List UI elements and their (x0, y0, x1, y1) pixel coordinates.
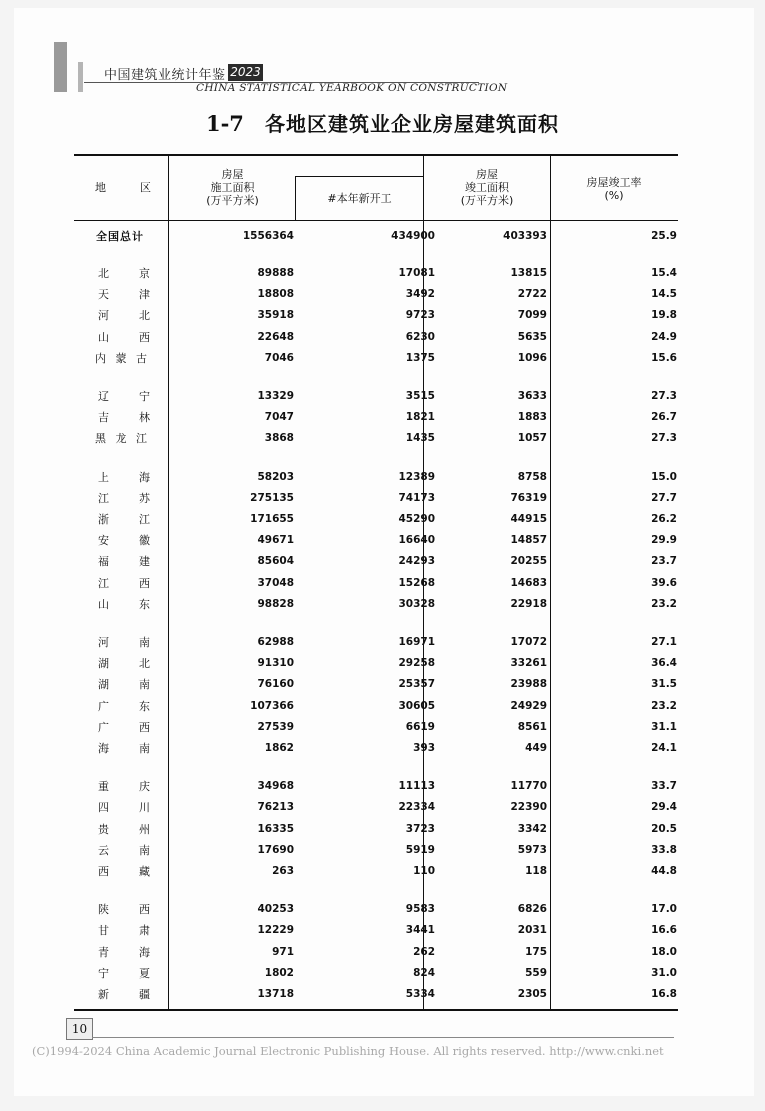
completion-rate-cell: 31.0 (651, 966, 677, 979)
table-row (74, 819, 678, 840)
construction-area-cell: 58203 (257, 470, 294, 483)
new-start-cell: 74173 (398, 491, 435, 504)
new-start-cell: 30605 (398, 699, 435, 712)
new-start-cell: 24293 (398, 555, 435, 568)
construction-area-cell: 1802 (264, 966, 294, 979)
completed-area-cell: 403393 (503, 230, 547, 242)
total-row (74, 226, 678, 247)
table-row (74, 573, 678, 594)
yearbook-title-en: CHINA STATISTICAL YEARBOOK ON CONSTRUCTION (196, 82, 508, 94)
construction-area-cell: 22648 (257, 330, 294, 343)
new-start-cell: 1821 (405, 411, 435, 424)
table-row (74, 488, 678, 509)
construction-area-cell: 7047 (264, 411, 294, 424)
construction-area-cell: 171655 (250, 513, 294, 525)
region-name: 全国总计 (96, 230, 144, 243)
construction-area-cell: 107366 (250, 699, 294, 712)
table-row (74, 984, 678, 1005)
table-row (74, 797, 678, 818)
table-title-text: 各地区建筑业企业房屋建筑面积 (265, 112, 560, 136)
table-row (74, 348, 678, 369)
footer-rule (92, 1037, 674, 1038)
completion-rate-cell: 33.7 (651, 780, 677, 793)
region-name: 河 南 (98, 636, 150, 649)
table-row (74, 776, 678, 797)
copyright-watermark: (C)1994-2024 China Academic Journal Electronic Publishing House. All rights reserved. http://www.cnki.net (32, 1044, 664, 1058)
new-start-cell: 11113 (398, 780, 435, 793)
table-row (74, 305, 678, 326)
new-start-cell: 3723 (405, 822, 435, 835)
new-start-cell: 9723 (405, 309, 435, 322)
table-row (74, 861, 678, 882)
table-header-rule (74, 220, 678, 221)
region-name: 海 南 (98, 742, 150, 755)
table-top-rule (74, 154, 678, 156)
table-row (74, 551, 678, 572)
construction-area-cell: 16335 (257, 822, 294, 835)
table-row (74, 386, 678, 407)
new-start-cell: 262 (413, 945, 435, 958)
completion-rate-cell: 18.0 (651, 945, 677, 958)
table-row (74, 467, 678, 488)
region-name: 江 苏 (98, 491, 150, 505)
construction-area-cell: 13718 (257, 988, 294, 1000)
yearbook-title-cn: 中国建筑业统计年鉴 (104, 68, 226, 83)
completed-area-cell: 1883 (517, 411, 547, 424)
table-row (74, 920, 678, 941)
new-start-cell: 12389 (398, 470, 435, 483)
construction-area-cell: 40253 (257, 903, 294, 916)
region-name: 云 南 (98, 843, 150, 857)
yearbook-year-badge: 2023 (228, 64, 263, 81)
completed-area-cell: 13815 (510, 267, 547, 279)
completed-area-cell: 8561 (517, 720, 547, 733)
new-start-cell: 393 (413, 742, 435, 754)
region-name: 山 西 (98, 330, 150, 344)
region-name: 浙 江 (98, 513, 150, 526)
completion-rate-cell: 29.9 (651, 534, 677, 547)
header-construction-area: 房屋 施工面积 (万平方米) (206, 168, 259, 207)
completed-area-cell: 22390 (510, 801, 547, 814)
construction-area-cell: 49671 (257, 534, 294, 547)
region-name: 山 东 (98, 597, 150, 611)
region-name: 上 海 (98, 470, 150, 484)
new-start-cell: 434900 (391, 230, 435, 242)
completed-area-cell: 2722 (517, 288, 547, 301)
construction-area-cell: 18808 (257, 288, 294, 301)
region-name: 湖 北 (98, 657, 150, 671)
new-start-cell: 30328 (398, 597, 435, 610)
region-name: 贵 州 (98, 822, 150, 836)
new-start-cell: 5334 (405, 988, 435, 1000)
construction-area-cell: 91310 (257, 657, 294, 670)
construction-area-cell: 3868 (264, 432, 294, 445)
region-name: 四 川 (98, 801, 150, 815)
completed-area-cell: 175 (525, 945, 547, 958)
new-start-cell: 22334 (398, 801, 435, 814)
table-bottom-rule (74, 1009, 678, 1011)
completed-area-cell: 22918 (510, 597, 547, 610)
completed-area-cell: 33261 (510, 657, 547, 670)
construction-area-cell: 7046 (264, 351, 294, 364)
new-start-cell: 6230 (405, 330, 435, 343)
region-name: 江 西 (98, 576, 150, 590)
construction-area-cell: 275135 (250, 491, 294, 504)
region-name: 宁 夏 (98, 966, 150, 980)
completion-rate-cell: 27.3 (651, 390, 677, 402)
region-name: 辽 宁 (98, 390, 150, 403)
table-row (74, 899, 678, 920)
construction-area-cell: 13329 (257, 390, 294, 402)
completed-area-cell: 449 (525, 742, 547, 754)
table-row (74, 632, 678, 653)
table-row (74, 530, 678, 551)
region-name: 甘 肃 (98, 924, 150, 938)
header-decor-bar-small (78, 62, 83, 92)
header-decor-bar (54, 42, 67, 92)
new-start-cell: 3441 (405, 924, 435, 937)
construction-area-cell: 27539 (257, 720, 294, 733)
completed-area-cell: 14857 (510, 534, 547, 547)
table-title (0, 108, 765, 137)
header-completed-area: 房屋 竣工面积 (万平方米) (460, 168, 514, 207)
region-name: 广 西 (98, 720, 150, 734)
table-row (74, 717, 678, 738)
table-row (74, 428, 678, 449)
completed-area-cell: 2305 (517, 988, 547, 1000)
completion-rate-cell: 44.8 (651, 865, 677, 877)
region-name: 吉 林 (98, 411, 150, 425)
completed-area-cell: 24929 (510, 699, 547, 712)
completed-area-cell: 559 (525, 966, 547, 979)
region-name: 福 建 (98, 555, 150, 569)
new-start-cell: 45290 (398, 513, 435, 525)
completed-area-cell: 2031 (517, 924, 547, 937)
completed-area-cell: 8758 (517, 470, 547, 483)
completion-rate-cell: 31.1 (651, 720, 677, 733)
completion-rate-cell: 25.9 (651, 230, 677, 242)
table-number: 1-7 (205, 111, 244, 136)
completed-area-cell: 20255 (510, 555, 547, 568)
construction-area-cell: 35918 (257, 309, 294, 322)
table-row (74, 738, 678, 759)
completed-area-cell: 1057 (517, 432, 547, 445)
table-row (74, 674, 678, 695)
new-start-cell: 824 (413, 966, 435, 979)
region-name: 湖 南 (98, 678, 150, 692)
completion-rate-cell: 15.4 (651, 267, 677, 279)
construction-area-cell: 76160 (257, 678, 294, 691)
completion-rate-cell: 27.1 (651, 636, 677, 648)
new-start-cell: 110 (413, 865, 435, 877)
new-start-cell: 16640 (398, 534, 435, 547)
completion-rate-cell: 23.2 (651, 699, 677, 712)
region-name: 西 藏 (98, 865, 150, 878)
page-number: 10 (66, 1018, 93, 1040)
construction-area-cell: 98828 (257, 597, 294, 610)
completion-rate-cell: 31.5 (651, 678, 677, 691)
construction-area-cell: 971 (272, 945, 294, 958)
new-start-cell: 29258 (398, 657, 435, 670)
construction-area-cell: 89888 (257, 267, 294, 279)
region-name: 河 北 (98, 309, 150, 323)
subheader-rule (295, 176, 424, 177)
construction-area-cell: 263 (272, 865, 294, 877)
completed-area-cell: 5973 (517, 843, 547, 856)
completion-rate-cell: 29.4 (651, 801, 677, 814)
region-name: 广 东 (98, 699, 150, 713)
completion-rate-cell: 20.5 (651, 822, 677, 835)
new-start-cell: 1375 (405, 351, 435, 364)
construction-area-cell: 17690 (257, 843, 294, 856)
header-region: 地 区 (95, 181, 151, 194)
new-start-cell: 15268 (398, 576, 435, 589)
construction-area-cell: 62988 (257, 636, 294, 648)
new-start-cell: 3492 (405, 288, 435, 301)
region-name: 内 蒙 古 (95, 351, 147, 365)
table-row (74, 696, 678, 717)
completion-rate-cell: 16.6 (651, 924, 677, 937)
completion-rate-cell: 16.8 (651, 988, 677, 1000)
completion-rate-cell: 26.7 (651, 411, 677, 424)
table-row (74, 509, 678, 530)
completion-rate-cell: 15.0 (651, 470, 677, 483)
completed-area-cell: 3342 (517, 822, 547, 835)
table-row (74, 284, 678, 305)
completed-area-cell: 44915 (510, 513, 547, 525)
completion-rate-cell: 27.3 (651, 432, 677, 445)
header-completion-rate: 房屋竣工率 (%) (586, 176, 642, 202)
region-name: 新 疆 (98, 988, 150, 1001)
table-row (74, 594, 678, 615)
completion-rate-cell: 14.5 (651, 288, 677, 301)
new-start-cell: 25357 (398, 678, 435, 691)
construction-area-cell: 34968 (257, 780, 294, 793)
completion-rate-cell: 24.1 (651, 742, 677, 754)
completion-rate-cell: 23.2 (651, 597, 677, 610)
completed-area-cell: 3633 (517, 390, 547, 402)
construction-area-cell: 85604 (257, 555, 294, 568)
completion-rate-cell: 17.0 (651, 903, 677, 916)
construction-area-cell: 76213 (257, 801, 294, 814)
completion-rate-cell: 36.4 (651, 657, 677, 670)
header-new-start: #本年新开工 (327, 192, 392, 205)
table-row (74, 407, 678, 428)
region-name: 天 津 (98, 288, 150, 302)
completion-rate-cell: 33.8 (651, 843, 677, 856)
region-name: 青 海 (98, 945, 150, 959)
new-start-cell: 1435 (405, 432, 435, 445)
completion-rate-cell: 19.8 (651, 309, 677, 322)
construction-area-cell: 1556364 (242, 230, 294, 242)
completion-rate-cell: 24.9 (651, 330, 677, 343)
completed-area-cell: 23988 (510, 678, 547, 691)
new-start-cell: 9583 (405, 903, 435, 916)
new-start-cell: 17081 (398, 267, 435, 279)
table-row (74, 263, 678, 284)
new-start-cell: 6619 (405, 720, 435, 733)
completed-area-cell: 5635 (517, 330, 547, 343)
table-row (74, 840, 678, 861)
region-name: 北 京 (98, 267, 150, 280)
table-row (74, 963, 678, 984)
completion-rate-cell: 27.7 (651, 491, 677, 504)
completed-area-cell: 7099 (517, 309, 547, 322)
construction-area-cell: 37048 (257, 576, 294, 589)
construction-area-cell: 1862 (264, 742, 294, 754)
completion-rate-cell: 39.6 (651, 576, 677, 589)
completed-area-cell: 17072 (510, 636, 547, 648)
completion-rate-cell: 23.7 (651, 555, 677, 568)
completed-area-cell: 6826 (517, 903, 547, 916)
table-row (74, 327, 678, 348)
region-name: 黑 龙 江 (95, 432, 147, 446)
new-start-cell: 3515 (405, 390, 435, 402)
region-name: 安 徽 (98, 534, 150, 548)
completed-area-cell: 11770 (510, 780, 547, 793)
completed-area-cell: 118 (525, 865, 547, 877)
completed-area-cell: 76319 (510, 491, 547, 504)
completion-rate-cell: 15.6 (651, 351, 677, 364)
completion-rate-cell: 26.2 (651, 513, 677, 525)
new-start-cell: 5919 (405, 843, 435, 856)
table-row (74, 653, 678, 674)
completed-area-cell: 14683 (510, 576, 547, 589)
construction-area-cell: 12229 (257, 924, 294, 937)
completed-area-cell: 1096 (517, 351, 547, 364)
table-row (74, 942, 678, 963)
region-name: 重 庆 (98, 780, 150, 794)
region-name: 陕 西 (98, 903, 150, 917)
new-start-cell: 16971 (398, 636, 435, 648)
